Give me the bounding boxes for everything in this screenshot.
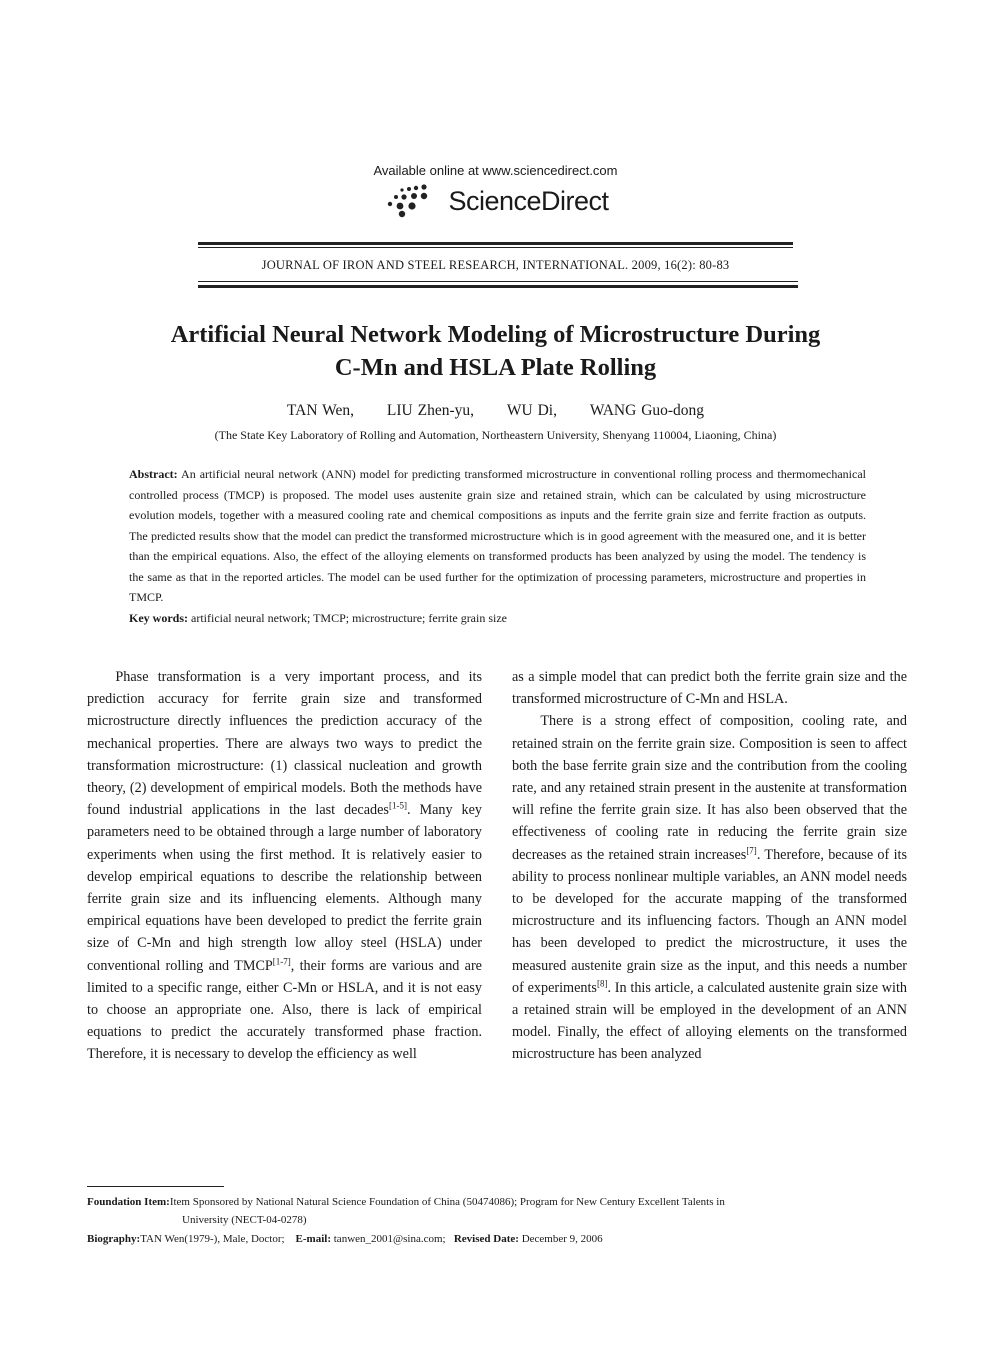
paragraph-composition: There is a strong effect of composition, cooling rate, and retained strain on the ferrite grain size. Composition is seen to affect both the base ferrite grain size and the contribution from the cooling rate, and any retained strain present in the austenite at transformation will refine the ferrite grain size. It has also been observed that the effectiveness of cooling rate in reducing the ferrite grain size decreases as the retained strain increases[7]. Therefore, because of its ability to process nonlinear multiple variables, an ANN model needs to be developed for the accurate mapping of the transformed microstructure and its influencing factors. Though an ANN model has been developed to predict the microstructure, it uses the measured austenite grain size as the input, and this needs a number of experiments[8]. In this article, a calculated austenite grain size with a retained strain will be employed in the development of an ANN model. Finally, the effect of alloying elements on the transformed microstructure has been analyzed: [512, 713, 908, 1063]
top-rule-thick: [198, 242, 793, 245]
keywords-text: artificial neural network; TMCP; microstructure; ferrite grain size: [191, 610, 508, 625]
revised-date-label: Revised Date:: [453, 1233, 519, 1245]
available-online-text: Available online at www.sciencedirect.com: [373, 163, 618, 178]
foundation-text-cont: University (NECT-04-0278): [182, 1214, 307, 1226]
citation-ref: [8]: [596, 978, 608, 989]
keywords-label: Key words:: [129, 610, 188, 625]
citation-ref: [1-5]: [388, 800, 407, 811]
footnote-rule: [87, 1186, 224, 1187]
author-4: WANG Guo-dong: [589, 402, 705, 419]
author-1: TAN Wen,: [286, 402, 355, 419]
journal-citation: JOURNAL OF IRON AND STEEL RESEARCH, INTERNATIONAL. 2009, 16(2): 80-83: [261, 258, 730, 272]
footnote-foundation: [87, 1193, 902, 1229]
citation-ref: [7]: [746, 844, 757, 855]
body-column-right: [512, 666, 907, 1066]
bottom-rule-thin: [198, 281, 798, 282]
biography-label: Biography:: [87, 1233, 141, 1245]
biography-text: TAN Wen(1979-), Male, Doctor;: [140, 1233, 285, 1245]
abstract-label: Abstract:: [129, 467, 178, 481]
footnote-biography: [87, 1230, 902, 1248]
citation-ref: [1-7]: [272, 955, 291, 966]
foundation-label: Foundation Item:: [87, 1196, 170, 1208]
body-column-left: [87, 666, 482, 1066]
revised-date-text: December 9, 2006: [521, 1233, 603, 1245]
author-2: LIU Zhen-yu,: [386, 402, 474, 419]
paper-title: [0, 318, 991, 384]
sciencedirect-wordmark: ScienceDirect: [448, 185, 609, 216]
affiliation: (The State Key Laboratory of Rolling and Automation, Northeastern University, Shenyang 110004, Liaoning, China): [214, 428, 777, 442]
bottom-rule-thick: [198, 285, 798, 288]
sciencedirect-dots-icon: [382, 184, 438, 218]
abstract-text: An artificial neural network (ANN) model for predicting transformed microstructure in conventional rolling process and thermomechanical controlled process (TMCP) is proposed. The model uses austenite grain size and retained strain, which can be calculated by using microstructure evolution models, together with a measured cooling rate and chemical compositions as inputs and the ferrite grain size and ferrite fraction as outputs. The predicted results show that the model can predict the transformed microstructure which is in good agreement with the measured one, and it is better than the empirical equations. Also, the effect of the alloying elements on transformed products has been analyzed by using the model. The tendency is the same as that in the reported articles. The model can be used further for the optimization of processing parameters, microstructure and properties in TMCP.: [129, 467, 866, 604]
title-line-1: Artificial Neural Network Modeling of Microstructure During: [170, 321, 821, 348]
email-label: E-mail:: [295, 1233, 331, 1245]
sciencedirect-logo: [0, 184, 991, 218]
author-list: [0, 402, 991, 420]
foundation-text: Item Sponsored by National Natural Science Foundation of China (50474086); Program for New Century Excellent Talents in: [169, 1196, 725, 1208]
author-3: WU Di,: [506, 402, 557, 419]
paragraph-continued: as a simple model that can predict both the ferrite grain size and the transformed microstructure of C-Mn and HSLA.: [512, 669, 907, 708]
email-text: tanwen_2001@sina.com;: [333, 1233, 446, 1245]
paragraph-intro: Phase transformation is a very important process, and its prediction accuracy for ferrite grain size and transformed microstructure directly influences the prediction accuracy of the mechanical properties. There are always two ways to predict the transformation microstructure: (1) classical nucleation and growth theory, (2) development of empirical models. Both the methods have found industrial applications in the last decades[1-5]. Many key parameters need to be obtained through a large number of laboratory experiments when using the first method. It is relatively easier to develop empirical equations to describe the relationship between ferrite grain size and its influencing elements. Although many empirical equations have been developed to predict the ferrite grain size of C-Mn and high strength low alloy steel (HSLA) under conventional rolling and TMCP[1-7], their forms are various and are limited to a specific range, either C-Mn or HSLA, and it is not easy to choose an appropriate one. Also, there is lack of empirical equations to predict the accurately transformed phase fraction. Therefore, it is necessary to develop the efficiency as well: [87, 669, 482, 1063]
top-rule-thin: [198, 247, 793, 248]
abstract-block: [129, 464, 866, 628]
title-line-2: C-Mn and HSLA Plate Rolling: [334, 354, 657, 381]
